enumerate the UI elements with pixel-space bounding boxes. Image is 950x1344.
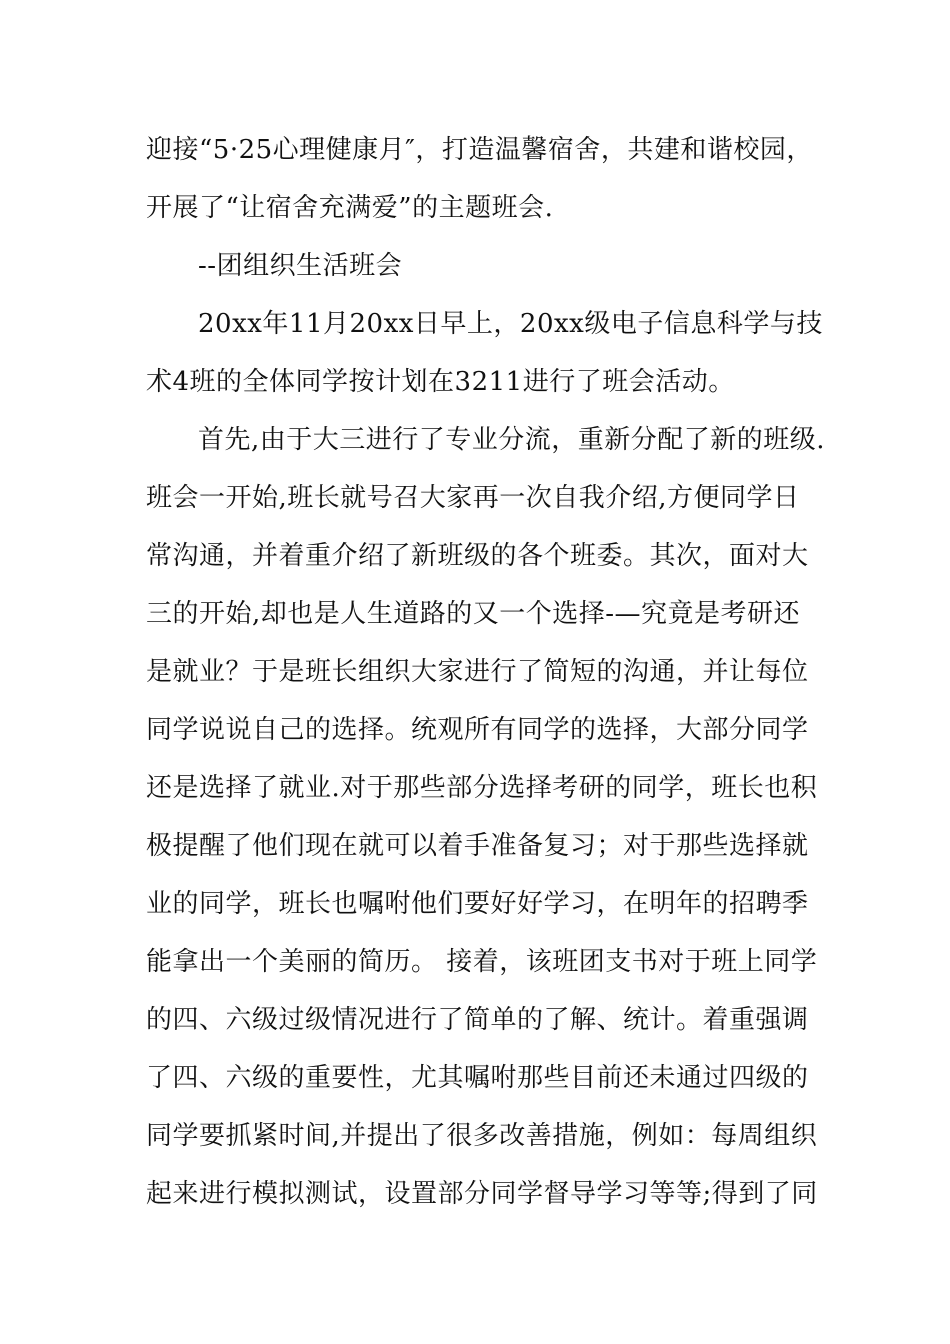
paragraph-line: 是就业？于是班长组织大家进行了简短的沟通，并让每位 — [146, 657, 809, 687]
paragraph-line: 极提醒了他们现在就可以着手准备复习；对于那些选择就 — [146, 831, 809, 861]
paragraph-line: 20xx年11月20xx日早上，20xx级电子信息科学与技 — [198, 309, 823, 339]
paragraph-line: 的四、六级过级情况进行了简单的了解、统计。着重强调 — [146, 1005, 809, 1035]
paragraph-line: 业的同学，班长也嘱咐他们要好好学习，在明年的招聘季 — [146, 889, 809, 919]
paragraph-line: 还是选择了就业.对于那些部分选择考研的同学，班长也积 — [146, 773, 818, 803]
paragraph-line: 迎接“5·25心理健康月″，打造温馨宿舍，共建和谐校园， — [146, 135, 813, 165]
paragraph-line: 同学说说自己的选择。统观所有同学的选择，大部分同学 — [146, 715, 809, 745]
paragraph-line: 能拿出一个美丽的简历。 接着，该班团支书对于班上同学 — [146, 947, 818, 977]
paragraph-line: 班会一开始,班长就号召大家再一次自我介绍,方便同学日 — [146, 483, 800, 513]
paragraph-line: 起来进行模拟测试，设置部分同学督导学习等等;得到了同 — [146, 1179, 818, 1209]
paragraph-line: 开展了“让宿舍充满爱”的主题班会. — [146, 193, 554, 223]
section-heading: --团组织生活班会 — [198, 251, 403, 281]
paragraph-line: 常沟通，并着重介绍了新班级的各个班委。其次，面对大 — [146, 541, 809, 571]
paragraph-line: 术4班的全体同学按计划在3211进行了班会活动。 — [146, 367, 735, 397]
paragraph-line: 首先,由于大三进行了专业分流，重新分配了新的班级. — [198, 425, 826, 455]
paragraph-line: 同学要抓紧时间,并提出了很多改善措施，例如：每周组织 — [146, 1121, 818, 1151]
paragraph-line: 三的开始,却也是人生道路的又一个选择-—究竟是考研还 — [146, 599, 801, 629]
paragraph-line: 了四、六级的重要性，尤其嘱咐那些目前还未通过四级的 — [146, 1063, 809, 1093]
